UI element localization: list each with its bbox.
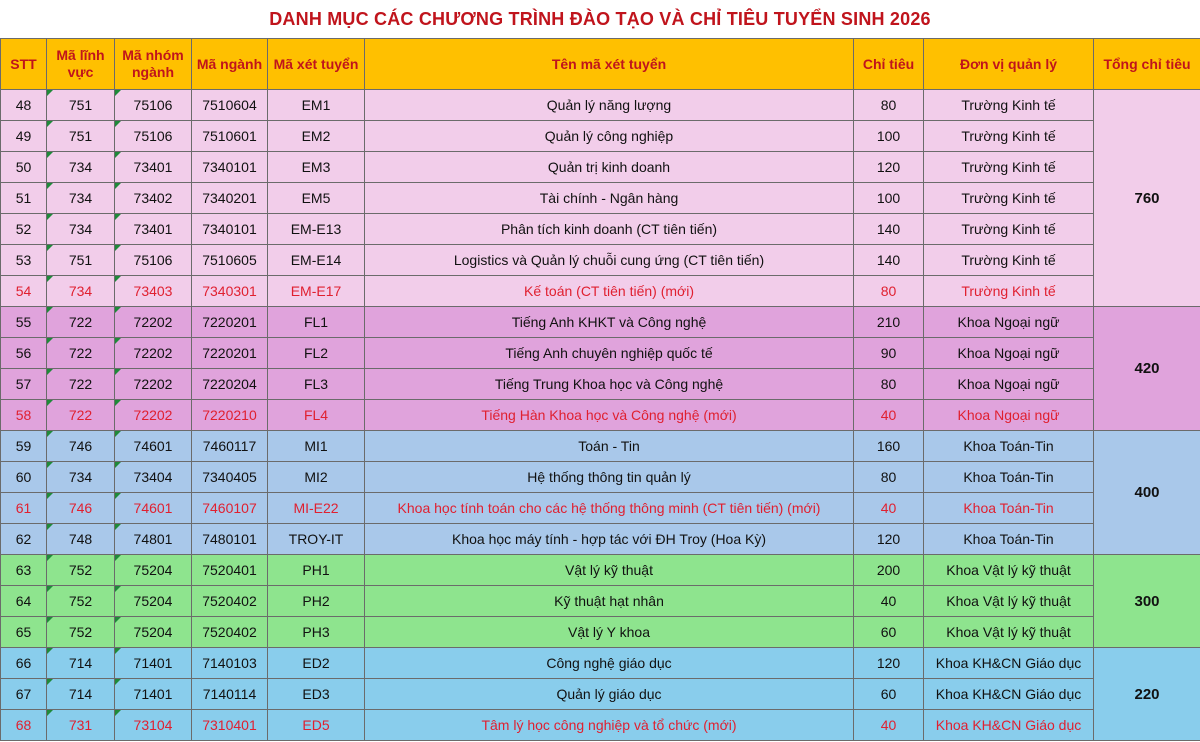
cell-ma-nganh: 7220201: [192, 338, 268, 369]
cell-ma-linh-vuc: 746: [47, 431, 115, 462]
table-body: [1, 90, 1200, 741]
cell-stt: 67: [1, 679, 47, 710]
cell-ma-nganh: 7340101: [192, 214, 268, 245]
table-row: [1, 648, 1200, 679]
cell-ma-linh-vuc: 751: [47, 121, 115, 152]
cell-don-vi-quan-ly: Khoa Vật lý kỹ thuật: [924, 555, 1094, 586]
cell-ma-xet-tuyen: TROY-IT: [268, 524, 365, 555]
cell-ten-ma-xet-tuyen: Vật lý Y khoa: [365, 617, 854, 648]
cell-chi-tieu: 40: [854, 586, 924, 617]
cell-ten-ma-xet-tuyen: Kỹ thuật hạt nhân: [365, 586, 854, 617]
cell-ma-nhom-nganh: 72202: [115, 400, 192, 431]
cell-don-vi-quan-ly: Trường Kinh tế: [924, 121, 1094, 152]
cell-tong-chi-tieu: 760: [1094, 90, 1200, 307]
cell-ma-xet-tuyen: FL2: [268, 338, 365, 369]
cell-ten-ma-xet-tuyen: Tiếng Hàn Khoa học và Công nghệ (mới): [365, 400, 854, 431]
cell-don-vi-quan-ly: Khoa KH&CN Giáo dục: [924, 679, 1094, 710]
table-row: [1, 524, 1200, 555]
cell-ma-linh-vuc: 752: [47, 586, 115, 617]
admission-table: [0, 38, 1200, 741]
cell-don-vi-quan-ly: Trường Kinh tế: [924, 276, 1094, 307]
cell-stt: 62: [1, 524, 47, 555]
cell-ma-linh-vuc: 752: [47, 555, 115, 586]
cell-ma-linh-vuc: 722: [47, 369, 115, 400]
cell-stt: 51: [1, 183, 47, 214]
cell-ma-nhom-nganh: 73401: [115, 152, 192, 183]
cell-ma-nhom-nganh: 75204: [115, 586, 192, 617]
cell-ten-ma-xet-tuyen: Khoa học tính toán cho các hệ thống thông minh (CT tiên tiến) (mới): [365, 493, 854, 524]
cell-ma-nganh: 7140103: [192, 648, 268, 679]
cell-ma-linh-vuc: 734: [47, 183, 115, 214]
cell-ma-nganh: 7460107: [192, 493, 268, 524]
cell-ma-nganh: 7340201: [192, 183, 268, 214]
cell-chi-tieu: 120: [854, 648, 924, 679]
cell-chi-tieu: 80: [854, 90, 924, 121]
cell-stt: 56: [1, 338, 47, 369]
table-row: [1, 214, 1200, 245]
cell-ten-ma-xet-tuyen: Hệ thống thông tin quản lý: [365, 462, 854, 493]
cell-ma-nhom-nganh: 72202: [115, 307, 192, 338]
cell-stt: 57: [1, 369, 47, 400]
cell-ma-xet-tuyen: PH2: [268, 586, 365, 617]
cell-ma-linh-vuc: 752: [47, 617, 115, 648]
table-row: [1, 400, 1200, 431]
table-row: [1, 710, 1200, 741]
cell-ten-ma-xet-tuyen: Tiếng Trung Khoa học và Công nghệ: [365, 369, 854, 400]
cell-ten-ma-xet-tuyen: Khoa học máy tính - hợp tác với ĐH Troy (Hoa Kỳ): [365, 524, 854, 555]
cell-ma-linh-vuc: 731: [47, 710, 115, 741]
cell-ten-ma-xet-tuyen: Công nghệ giáo dục: [365, 648, 854, 679]
cell-stt: 53: [1, 245, 47, 276]
cell-ten-ma-xet-tuyen: Vật lý kỹ thuật: [365, 555, 854, 586]
cell-ten-ma-xet-tuyen: Quản lý giáo dục: [365, 679, 854, 710]
cell-ma-nganh: 7480101: [192, 524, 268, 555]
cell-stt: 63: [1, 555, 47, 586]
cell-ma-xet-tuyen: ED5: [268, 710, 365, 741]
cell-ma-linh-vuc: 746: [47, 493, 115, 524]
table-row: [1, 307, 1200, 338]
table-row: [1, 462, 1200, 493]
cell-ma-nganh: 7220210: [192, 400, 268, 431]
cell-chi-tieu: 140: [854, 214, 924, 245]
cell-chi-tieu: 80: [854, 462, 924, 493]
cell-ma-nganh: 7140114: [192, 679, 268, 710]
cell-ma-nhom-nganh: 75106: [115, 121, 192, 152]
table-row: [1, 338, 1200, 369]
table-row: [1, 493, 1200, 524]
cell-ma-xet-tuyen: EM2: [268, 121, 365, 152]
cell-ma-nhom-nganh: 72202: [115, 338, 192, 369]
cell-ma-nganh: 7220201: [192, 307, 268, 338]
cell-ma-nganh: 7510604: [192, 90, 268, 121]
cell-ma-linh-vuc: 722: [47, 400, 115, 431]
cell-ma-linh-vuc: 748: [47, 524, 115, 555]
cell-ma-nganh: 7340301: [192, 276, 268, 307]
cell-ma-linh-vuc: 734: [47, 152, 115, 183]
cell-ma-xet-tuyen: ED2: [268, 648, 365, 679]
cell-ma-nhom-nganh: 73402: [115, 183, 192, 214]
cell-ma-nganh: 7220204: [192, 369, 268, 400]
cell-ma-nhom-nganh: 74601: [115, 431, 192, 462]
cell-ten-ma-xet-tuyen: Toán - Tin: [365, 431, 854, 462]
cell-chi-tieu: 60: [854, 617, 924, 648]
cell-ma-nganh: 7510601: [192, 121, 268, 152]
cell-ma-linh-vuc: 734: [47, 276, 115, 307]
header-stt: STT: [1, 39, 47, 90]
cell-chi-tieu: 80: [854, 276, 924, 307]
cell-chi-tieu: 40: [854, 400, 924, 431]
cell-chi-tieu: 60: [854, 679, 924, 710]
cell-ma-nganh: 7340101: [192, 152, 268, 183]
table-row: [1, 245, 1200, 276]
cell-ma-nganh: 7520402: [192, 586, 268, 617]
cell-ma-nhom-nganh: 72202: [115, 369, 192, 400]
cell-ma-linh-vuc: 722: [47, 307, 115, 338]
cell-stt: 59: [1, 431, 47, 462]
table-row: [1, 431, 1200, 462]
header-chi-tieu: Chỉ tiêu: [854, 39, 924, 90]
cell-chi-tieu: 160: [854, 431, 924, 462]
cell-ma-xet-tuyen: FL4: [268, 400, 365, 431]
cell-ten-ma-xet-tuyen: Quản trị kinh doanh: [365, 152, 854, 183]
cell-ma-nhom-nganh: 73404: [115, 462, 192, 493]
cell-ma-nganh: 7520401: [192, 555, 268, 586]
cell-ten-ma-xet-tuyen: Quản lý công nghiệp: [365, 121, 854, 152]
cell-stt: 52: [1, 214, 47, 245]
table-row: [1, 369, 1200, 400]
cell-stt: 65: [1, 617, 47, 648]
cell-stt: 58: [1, 400, 47, 431]
cell-ma-xet-tuyen: PH1: [268, 555, 365, 586]
cell-stt: 66: [1, 648, 47, 679]
cell-don-vi-quan-ly: Khoa Vật lý kỹ thuật: [924, 617, 1094, 648]
table-row: [1, 617, 1200, 648]
cell-ma-nhom-nganh: 75106: [115, 245, 192, 276]
cell-don-vi-quan-ly: Khoa Toán-Tin: [924, 431, 1094, 462]
cell-ma-nhom-nganh: 71401: [115, 679, 192, 710]
cell-chi-tieu: 120: [854, 152, 924, 183]
cell-chi-tieu: 210: [854, 307, 924, 338]
cell-ma-xet-tuyen: MI1: [268, 431, 365, 462]
table-row: [1, 555, 1200, 586]
cell-stt: 60: [1, 462, 47, 493]
cell-ma-linh-vuc: 714: [47, 648, 115, 679]
cell-ma-nhom-nganh: 75106: [115, 90, 192, 121]
cell-chi-tieu: 200: [854, 555, 924, 586]
cell-don-vi-quan-ly: Khoa Ngoại ngữ: [924, 369, 1094, 400]
cell-ten-ma-xet-tuyen: Tâm lý học công nghiệp và tổ chức (mới): [365, 710, 854, 741]
table-row: [1, 90, 1200, 121]
cell-chi-tieu: 80: [854, 369, 924, 400]
cell-ma-xet-tuyen: MI-E22: [268, 493, 365, 524]
table-row: [1, 121, 1200, 152]
cell-ma-nhom-nganh: 73403: [115, 276, 192, 307]
page-title: DANH MỤC CÁC CHƯƠNG TRÌNH ĐÀO TẠO VÀ CHỈ TIÊU TUYỂN SINH 2026: [269, 9, 931, 29]
cell-ma-xet-tuyen: PH3: [268, 617, 365, 648]
cell-chi-tieu: 100: [854, 121, 924, 152]
cell-ten-ma-xet-tuyen: Logistics và Quản lý chuỗi cung ứng (CT tiên tiến): [365, 245, 854, 276]
cell-stt: 50: [1, 152, 47, 183]
cell-ten-ma-xet-tuyen: Kế toán (CT tiên tiến) (mới): [365, 276, 854, 307]
cell-ma-nganh: 7310401: [192, 710, 268, 741]
cell-ten-ma-xet-tuyen: Quản lý năng lượng: [365, 90, 854, 121]
header-ma-linh-vuc: Mã lĩnh vực: [47, 39, 115, 90]
cell-ma-linh-vuc: 751: [47, 245, 115, 276]
header-don-vi-quan-ly: Đơn vị quản lý: [924, 39, 1094, 90]
cell-ma-xet-tuyen: ED3: [268, 679, 365, 710]
cell-ma-nganh: 7340405: [192, 462, 268, 493]
cell-ten-ma-xet-tuyen: Tiếng Anh chuyên nghiệp quốc tế: [365, 338, 854, 369]
cell-don-vi-quan-ly: Khoa Ngoại ngữ: [924, 400, 1094, 431]
cell-ma-linh-vuc: 734: [47, 214, 115, 245]
header-row: [1, 39, 1200, 90]
cell-ma-nhom-nganh: 75204: [115, 617, 192, 648]
cell-stt: 61: [1, 493, 47, 524]
cell-chi-tieu: 90: [854, 338, 924, 369]
header-tong-chi-tieu: Tổng chỉ tiêu: [1094, 39, 1200, 90]
table-row: [1, 586, 1200, 617]
cell-ma-nhom-nganh: 74601: [115, 493, 192, 524]
cell-stt: 48: [1, 90, 47, 121]
cell-don-vi-quan-ly: Trường Kinh tế: [924, 152, 1094, 183]
cell-don-vi-quan-ly: Khoa Toán-Tin: [924, 493, 1094, 524]
cell-ma-xet-tuyen: FL3: [268, 369, 365, 400]
header-ten-ma-xet-tuyen: Tên mã xét tuyển: [365, 39, 854, 90]
cell-don-vi-quan-ly: Trường Kinh tế: [924, 245, 1094, 276]
cell-ma-linh-vuc: 714: [47, 679, 115, 710]
cell-ma-linh-vuc: 751: [47, 90, 115, 121]
cell-ma-xet-tuyen: FL1: [268, 307, 365, 338]
cell-stt: 68: [1, 710, 47, 741]
cell-ma-nhom-nganh: 73104: [115, 710, 192, 741]
cell-ma-xet-tuyen: MI2: [268, 462, 365, 493]
cell-don-vi-quan-ly: Khoa Ngoại ngữ: [924, 307, 1094, 338]
cell-chi-tieu: 40: [854, 710, 924, 741]
cell-don-vi-quan-ly: Khoa Toán-Tin: [924, 462, 1094, 493]
header-ma-xet-tuyen: Mã xét tuyển: [268, 39, 365, 90]
cell-stt: 64: [1, 586, 47, 617]
cell-ten-ma-xet-tuyen: Tài chính - Ngân hàng: [365, 183, 854, 214]
cell-ma-nhom-nganh: 75204: [115, 555, 192, 586]
cell-don-vi-quan-ly: Khoa Ngoại ngữ: [924, 338, 1094, 369]
table-row: [1, 152, 1200, 183]
header-ma-nhom-nganh: Mã nhóm ngành: [115, 39, 192, 90]
cell-ma-xet-tuyen: EM-E14: [268, 245, 365, 276]
cell-ma-xet-tuyen: EM-E17: [268, 276, 365, 307]
cell-don-vi-quan-ly: Trường Kinh tế: [924, 90, 1094, 121]
cell-ten-ma-xet-tuyen: Phân tích kinh doanh (CT tiên tiến): [365, 214, 854, 245]
table-row: [1, 679, 1200, 710]
cell-ten-ma-xet-tuyen: Tiếng Anh KHKT và Công nghệ: [365, 307, 854, 338]
table-row: [1, 183, 1200, 214]
cell-tong-chi-tieu: 400: [1094, 431, 1200, 555]
cell-ma-nganh: 7510605: [192, 245, 268, 276]
cell-tong-chi-tieu: 300: [1094, 555, 1200, 648]
cell-chi-tieu: 40: [854, 493, 924, 524]
cell-ma-nhom-nganh: 73401: [115, 214, 192, 245]
cell-ma-nhom-nganh: 74801: [115, 524, 192, 555]
cell-stt: 49: [1, 121, 47, 152]
cell-don-vi-quan-ly: Khoa Toán-Tin: [924, 524, 1094, 555]
cell-tong-chi-tieu: 220: [1094, 648, 1200, 741]
cell-stt: 55: [1, 307, 47, 338]
table-row: [1, 276, 1200, 307]
cell-don-vi-quan-ly: Khoa KH&CN Giáo dục: [924, 710, 1094, 741]
cell-ma-xet-tuyen: EM5: [268, 183, 365, 214]
cell-ma-nganh: 7460117: [192, 431, 268, 462]
cell-ma-linh-vuc: 734: [47, 462, 115, 493]
cell-ma-xet-tuyen: EM-E13: [268, 214, 365, 245]
cell-ma-xet-tuyen: EM3: [268, 152, 365, 183]
cell-chi-tieu: 120: [854, 524, 924, 555]
cell-don-vi-quan-ly: Trường Kinh tế: [924, 183, 1094, 214]
cell-ma-xet-tuyen: EM1: [268, 90, 365, 121]
cell-chi-tieu: 140: [854, 245, 924, 276]
cell-tong-chi-tieu: 420: [1094, 307, 1200, 431]
cell-ma-nganh: 7520402: [192, 617, 268, 648]
cell-don-vi-quan-ly: Trường Kinh tế: [924, 214, 1094, 245]
cell-chi-tieu: 100: [854, 183, 924, 214]
cell-don-vi-quan-ly: Khoa KH&CN Giáo dục: [924, 648, 1094, 679]
cell-ma-nhom-nganh: 71401: [115, 648, 192, 679]
cell-don-vi-quan-ly: Khoa Vật lý kỹ thuật: [924, 586, 1094, 617]
cell-ma-linh-vuc: 722: [47, 338, 115, 369]
header-ma-nganh: Mã ngành: [192, 39, 268, 90]
cell-stt: 54: [1, 276, 47, 307]
